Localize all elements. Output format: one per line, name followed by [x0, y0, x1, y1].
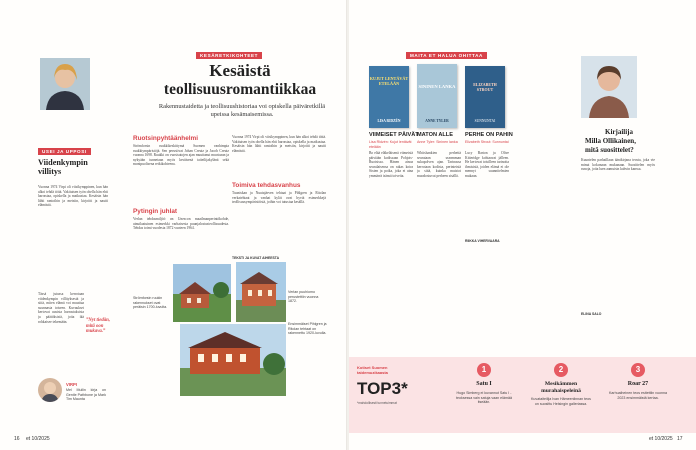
reviewer-name: RIIKKA VIHERVAARA [465, 239, 500, 243]
section1-title: Ruotsinpyhtäänhelmi [133, 135, 198, 142]
book-3-title: ELIZABETH STROUT [473, 82, 497, 92]
rank-3-text: Karhuaiheinen teos esitettiin vuonna 2023 ensimmäistä kertaa. [609, 391, 667, 400]
section3-text: Tuuniskan ja Nuutajärven tehtaat ja Pihlgren ja Ritolan verkatehtaat ja vanhat kylät ovat hyviä esimerkkejä teollisuusympäristöistä, joihin voi tutustua kesällä. [232, 191, 326, 205]
rank-1-text: Hugo Simberg ei kuvannut Satu I -teoksessa vain satuja vaan elämää itseään. [456, 391, 512, 405]
caption-pihlgren: Ensimmäiset Pihlgren ja Ritolan tehtaat on rakennettu 1920-luvulla. [288, 322, 327, 336]
column-label: Kirjailija [605, 128, 633, 136]
book-3-author: SUNNUNTAI [474, 119, 496, 123]
intro-text: Vuonna 1974 Virpi oli viisikymppinen, kun hän alkoi tehdä töitä. Vakituisen työn ohella hän ehti harrastaa, opiskella ja matkustaa. Kesäisin hän lähti rantoihin ja metsiin, kirjoitti ja nautti elämästä. [38, 185, 108, 208]
rank-1-title: Satu I [476, 381, 492, 387]
section3-title: Toimiva tehdasvanhus [232, 182, 301, 189]
caption-verla: Verlan puuhiomo perustettiin vuonna 1872. [288, 290, 319, 304]
book-cover-1 [369, 66, 409, 128]
top3-band [349, 357, 696, 433]
top3-note: *mahdollisesti tunnetuimmat [357, 401, 397, 405]
review1-meta: Lisa Ridzén: Kujut lentävät etelään [369, 140, 412, 149]
review3-text: Lucy Barton ja Olive Kitteridge kohtaavat jälleen. He kertovat toisilleen tarinoita ihmisistä, joiden elämä ei ole mennyt suunnitelmien mukaan. [465, 151, 509, 178]
review1-text: Bo elää eläkeläisenä viimeisiä päiviään kodissaan Pohjois-Ruotsissa. Hänen ainoa seuralaisensa on rakas koira Sixten ja poika, joka ei aina ymmärrä isänsä toiveita. [369, 151, 413, 178]
rubric-title-line2: villitys [38, 167, 62, 176]
rank-3-title: Roar 27 [627, 381, 649, 387]
review2-meta: Anne Tyler: Sininen lanka [417, 140, 458, 144]
author-name: VIRPI [66, 382, 77, 387]
author-photo [38, 378, 62, 402]
rank-2-text: Kuvataiteilija Ivan Hämeenlinnan teos on suosittu Helsingin galleriassa. [531, 397, 591, 406]
rubric-title-line1: Viidenkympin [38, 158, 88, 167]
middle-column-text: Vuonna 1974 Virpi oli viisikymppinen, kun hän alkoi tehdä töitä. Vakituisen työn ohella hän ehti harrastaa, opiskella ja matkustaa. Kesäisin hän lähti rantoihin ja metsiin, kirjoitti ja nautti elämästä. [232, 135, 326, 153]
article-kicker: KESÄRETKIKOHTEET [196, 52, 262, 59]
section2-title: Pytingin juhlat [133, 208, 178, 215]
left-page [0, 0, 347, 450]
review3-meta: Elizabeth Strout: Sunnuntai [465, 140, 509, 144]
rubric-tag: USEI JA UPPOSI [38, 148, 91, 155]
pullquote: ”Nyt tiedän, mitä oon mukava.” [86, 318, 110, 335]
recommender-text: Kuuntelen parhaillaan äänikirjana teosta, joka vie minut kokonaan mukanaan. Suosittelen myös runoja, joita luen aamuisin kahvin kanssa. [581, 158, 655, 172]
book-cover-3 [465, 66, 505, 128]
portrait-photo [40, 58, 90, 110]
rank-2-badge: 2 [554, 363, 568, 377]
book-2-author: ANNE TYLER [425, 119, 449, 123]
column-name-line2: mitä suosittelet? [585, 146, 634, 154]
review1-title: VIIMEISET PÄIVÄT [369, 132, 419, 138]
column-name-line1: Milla Ollikainen, [585, 137, 636, 145]
right-magazine-label: et 10/2025 [649, 436, 673, 442]
verla-photo [236, 262, 286, 322]
rank-3-badge: 3 [631, 363, 645, 377]
book-1-author: LISA RIDZÉN [377, 119, 401, 123]
column-text: Tässä jutussa kerrotaan viidenkympin villityksestä ja siitä, miten elämä voi muuttua suunnasta toiseen. Kuvaukset kertovat uusista harrastuksista ja päätöksistä, joita ikä rohkaisee tekemään. [38, 292, 84, 324]
left-magazine-label: et 10/2025 [26, 436, 50, 442]
strömfors-photo [173, 264, 231, 322]
author-bio: Mel Mullin kirja on Gentle Pathbone ja Mark Tim Maunta [66, 388, 106, 402]
section1-text: Strömforsin ruukkikeskittymä Suomen vanhimpia ruukkiympäristöjä. Sen perustivat Johan Creutz ja Jacob Creutz vuonna 1698. Ruukki on vuosisatojen ajan muuttanut muotoaan ja nykyään tunnetaan myös kesäisenä taiteilijakylänä sekä monipuolisena retkikohteena. [133, 144, 229, 167]
left-page-number: 16 [14, 436, 20, 442]
review2-text: Whitshankien perhettä seurataan useamman sukupolven ajan. Tarinassa kerrotaan kodista, perinteistä ja siitä, kuinka muistot muodostuvat perheen sisällä. [417, 151, 461, 178]
book-cover-2 [417, 64, 457, 128]
pihlgren-photo [180, 324, 286, 396]
books-kicker: MAITA ET HALUA OHITTAA [406, 52, 487, 59]
review2-title: MATON ALLE [417, 132, 453, 138]
caption-strömfors: Strömforsin ruukin rakennukset ovat peräisin 1700-luvulta. [133, 296, 168, 310]
milla-photo [581, 56, 637, 118]
book-2-title: SININEN LANKA [418, 84, 456, 89]
article-credit: TEKSTI JA KUVAT AIHEESTA [232, 256, 280, 260]
recommender-credit: ELINA SALO [581, 312, 602, 316]
rank-1-badge: 1 [477, 363, 491, 377]
article-deck: Rakennustaidetta ja teollisuushistoriaa voi opiskella päiväretkillä upeissa kesämaisemissa. [158, 103, 326, 118]
top3-kicker: Kotiset Suomen taidemuzikaasta [357, 365, 388, 375]
review3-title: PERHE ON PAHIN [465, 132, 513, 138]
right-page-number: 17 [677, 436, 683, 442]
book-1-title: KUJUT LENTÄVÄT ETELÄÄN [369, 76, 409, 86]
top3-label: TOP3* [357, 379, 408, 398]
headline-line1: Kesäistä [209, 61, 271, 80]
rank-2-title: Mesikämmen murahaispeleinä [541, 381, 581, 394]
headline-line2: teollisuusromantiikkaa [163, 81, 317, 98]
section2-text: Verlan tehdasmiljöö on Unescon maailmanperintökohde, ainutlaatuinen esimerkki varhaisesta puunjalostusteollisuudesta. Tehdas toimi vuodesta 1872 vuoteen 1964. [133, 217, 229, 231]
